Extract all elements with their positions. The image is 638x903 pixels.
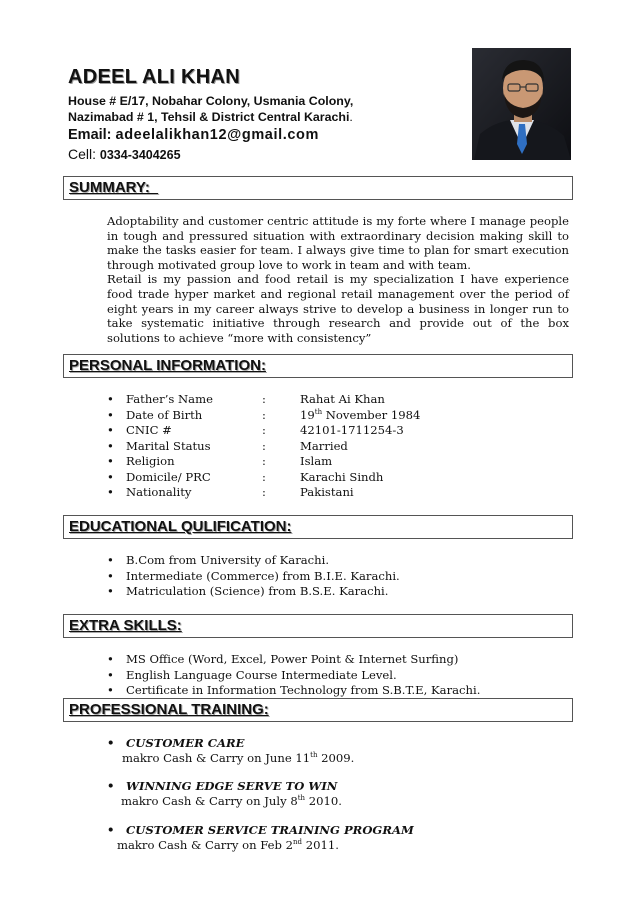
training-item: [107, 779, 342, 809]
cell-label: Cell:: [68, 146, 100, 162]
education-item: • Matriculation (Science) from B.S.E. Karachi.: [107, 584, 400, 600]
info-row-cnic: • CNIC # : 42101-1711254-3: [107, 423, 126, 439]
cell-number: 0334-3404265: [99, 148, 181, 162]
training-item: [107, 736, 354, 766]
education-item: • Intermediate (Commerce) from B.I.E. Karachi.: [107, 569, 400, 585]
info-row-marital-status: • Marital Status : Married: [107, 439, 126, 455]
skills-list: [107, 652, 480, 699]
section-personal-header: PERSONAL INFORMATION:: [63, 354, 573, 378]
section-skills-header: EXTRA SKILLS:: [63, 614, 573, 638]
skill-item: • MS Office (Word, Excel, Power Point & Internet Surfing): [107, 652, 480, 668]
address-line-2: Nazimabad # 1, Tehsil & District Central Karachi.: [68, 110, 353, 124]
info-row-date-of-birth: • Date of Birth : 19th November 1984: [107, 408, 126, 424]
skill-item: • Certificate in Information Technology from S.B.T.E, Karachi.: [107, 683, 480, 699]
summary-paragraph-2: Retail is my passion and food retail is my specialization I have experience food trade hyper market and regional retail management over the period of eight years in my career always strive to develop a business in longer run to take systematic initiative through research and provide out of the box solutions to achieve “more with consistency”: [107, 272, 569, 345]
training-title: • CUSTOMER CARE: [107, 736, 354, 751]
info-row-domicile: • Domicile/ PRC : Karachi Sindh: [107, 470, 126, 486]
summary-paragraph-1: Adoptability and customer centric attitude is my forte where I manage people in tough and pressured situation with extraordinary decision making skill to make the tasks easier for team. I always give time to plan for smart execution through motivated group love to work in team and with team.: [107, 214, 569, 272]
section-education-header: EDUCATIONAL QULIFICATION:: [63, 515, 573, 539]
address-line-1: House # E/17, Nobahar Colony, Usmania Colony,: [68, 94, 354, 108]
training-detail: makro Cash & Carry on June 11th 2009.: [122, 751, 355, 765]
email-address[interactable]: adeelalikhan12@gmail.com: [115, 127, 319, 143]
info-row-religion: • Religion : Islam: [107, 454, 126, 470]
email-line: [68, 127, 319, 143]
skill-item: • English Language Course Intermediate Level.: [107, 668, 480, 684]
section-training-header: PROFESSIONAL TRAINING:: [63, 698, 573, 722]
summary-text: [107, 214, 569, 345]
education-item: • B.Com from University of Karachi.: [107, 553, 400, 569]
training-title: • CUSTOMER SERVICE TRAINING PROGRAM: [107, 823, 414, 838]
training-detail: makro Cash & Carry on Feb 2nd 2011.: [117, 838, 339, 852]
education-list: [107, 553, 400, 600]
profile-photo: [472, 48, 571, 160]
info-row-fathers-name: • Father’s Name : Rahat Ai Khan: [107, 392, 126, 408]
section-summary-header: SUMMARY:: [63, 176, 573, 200]
cell-line: [68, 146, 181, 162]
candidate-name: ADEEL ALI KHAN: [68, 66, 240, 88]
info-row-nationality: • Nationality : Pakistani: [107, 485, 126, 501]
training-title: • WINNING EDGE SERVE TO WIN: [107, 779, 342, 794]
personal-info-list: [107, 392, 421, 501]
training-detail: makro Cash & Carry on July 8th 2010.: [121, 794, 342, 808]
training-item: [107, 823, 414, 853]
email-label: Email:: [68, 127, 116, 143]
